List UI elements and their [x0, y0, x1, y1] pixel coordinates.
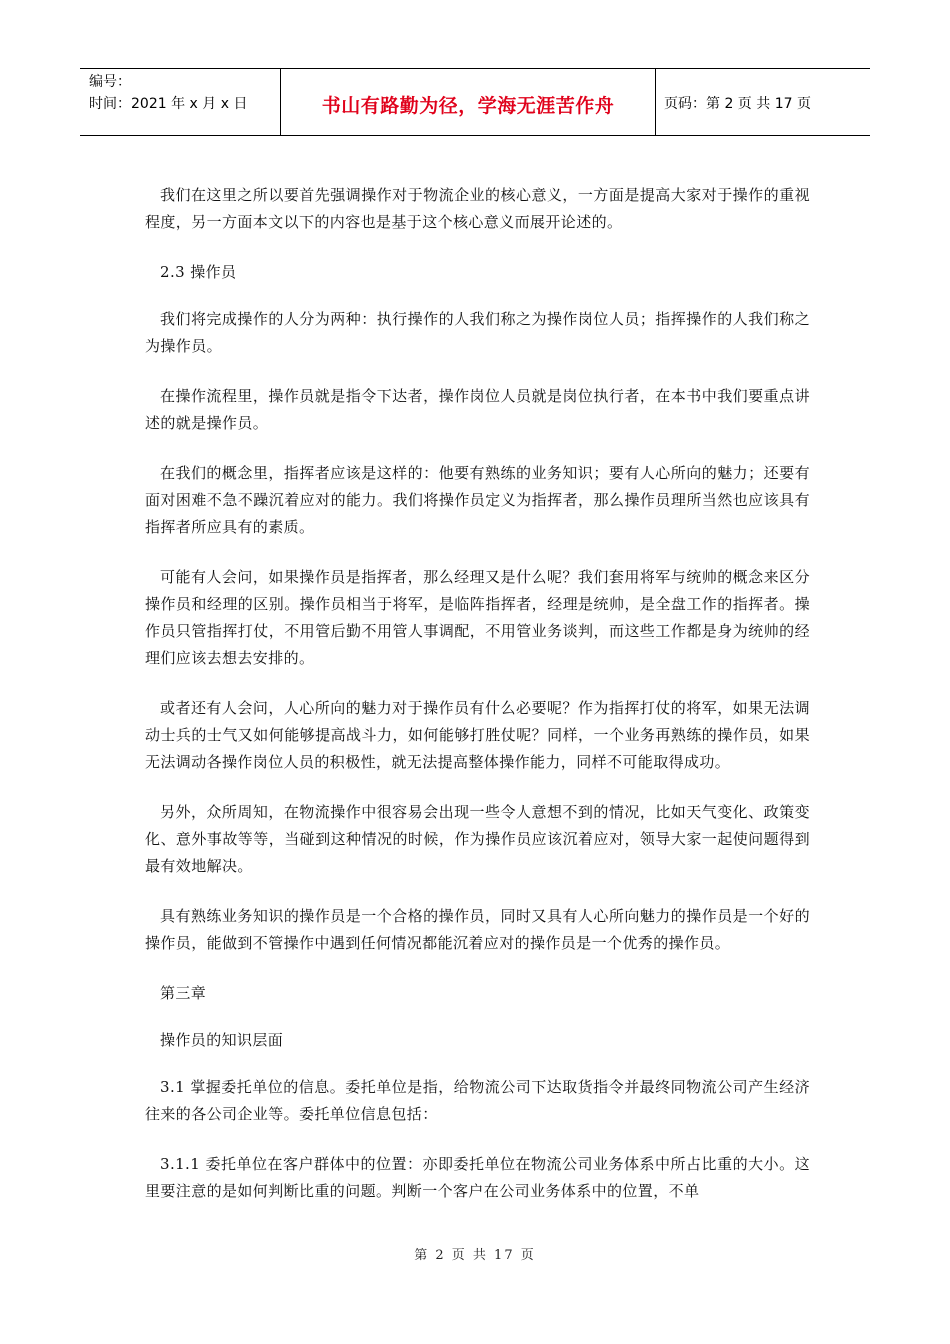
paragraph: 在操作流程里，操作员就是指令下达者，操作岗位人员就是岗位执行者，在本书中我们要重点讲述的就是操作员。	[145, 387, 810, 432]
doc-time-label: 时间：2021 年 x 月 x 日	[89, 96, 248, 112]
chapter-title: 操作员的知识层面	[160, 1031, 284, 1049]
paragraph: 我们将完成操作的人分为两种：执行操作的人我们称之为操作岗位人员；指挥操作的人我们称之为操作员。	[145, 310, 810, 355]
header-meta-cell	[80, 69, 281, 135]
paragraph: 或者还有人会问，人心所向的魅力对于操作员有什么必要呢？作为指挥打仗的将军，如果无法调动士兵的士气又如何能够提高战斗力，如何能够打胜仗呢？同样，一个业务再熟练的操作员，如果无法调动各操作岗位人员的积极性，就无法提高整体操作能力，同样不可能取得成功。	[145, 699, 810, 771]
page-footer: 第 2 页 共 17 页	[414, 1248, 536, 1263]
paragraph: 3.1 掌握委托单位的信息。委托单位是指，给物流公司下达取货指令并最终同物流公司产生经济往来的各公司企业等。委托单位信息包括：	[145, 1078, 810, 1123]
header-page-info: 页码：第 2 页 共 17 页	[664, 96, 811, 112]
page-header	[80, 68, 870, 136]
paragraph: 3.1.1 委托单位在客户群体中的位置：亦即委托单位在物流公司业务体系中所占比重的大小。这里要注意的是如何判断比重的问题。判断一个客户在公司业务体系中的位置，不单	[145, 1155, 810, 1200]
paragraph: 我们在这里之所以要首先强调操作对于物流企业的核心意义，一方面是提高大家对于操作的重视程度，另一方面本文以下的内容也是基于这个核心意义而展开论述的。	[145, 186, 810, 231]
doc-code-label: 编号：	[89, 74, 131, 90]
header-motto: 书山有路勤为径，学海无涯苦作舟	[281, 69, 656, 135]
paragraph: 具有熟练业务知识的操作员是一个合格的操作员，同时又具有人心所向魅力的操作员是一个好的操作员，能做到不管操作中遇到任何情况都能沉着应对的操作员是一个优秀的操作员。	[145, 907, 810, 952]
section-heading: 2.3 操作员	[160, 263, 237, 281]
paragraph: 可能有人会问，如果操作员是指挥者，那么经理又是什么呢？我们套用将军与统帅的概念来区分操作员和经理的区别。操作员相当于将军，是临阵指挥者，经理是统帅，是全盘工作的指挥者。操作员只管指挥打仗，不用管后勤不用管人事调配，不用管业务谈判，而这些工作都是身为统帅的经理们应该去想去安排的。	[145, 568, 810, 667]
chapter-heading: 第三章	[160, 984, 207, 1002]
document-body	[145, 182, 810, 1228]
paragraph: 另外，众所周知，在物流操作中很容易会出现一些令人意想不到的情况，比如天气变化、政策变化、意外事故等等，当碰到这种情况的时候，作为操作员应该沉着应对，领导大家一起使问题得到最有效地解决。	[145, 803, 810, 875]
paragraph: 在我们的概念里，指挥者应该是这样的：他要有熟练的业务知识；要有人心所向的魅力；还要有面对困难不急不躁沉着应对的能力。我们将操作员定义为指挥者，那么操作员理所当然也应该具有指挥者所应具有的素质。	[145, 464, 810, 536]
